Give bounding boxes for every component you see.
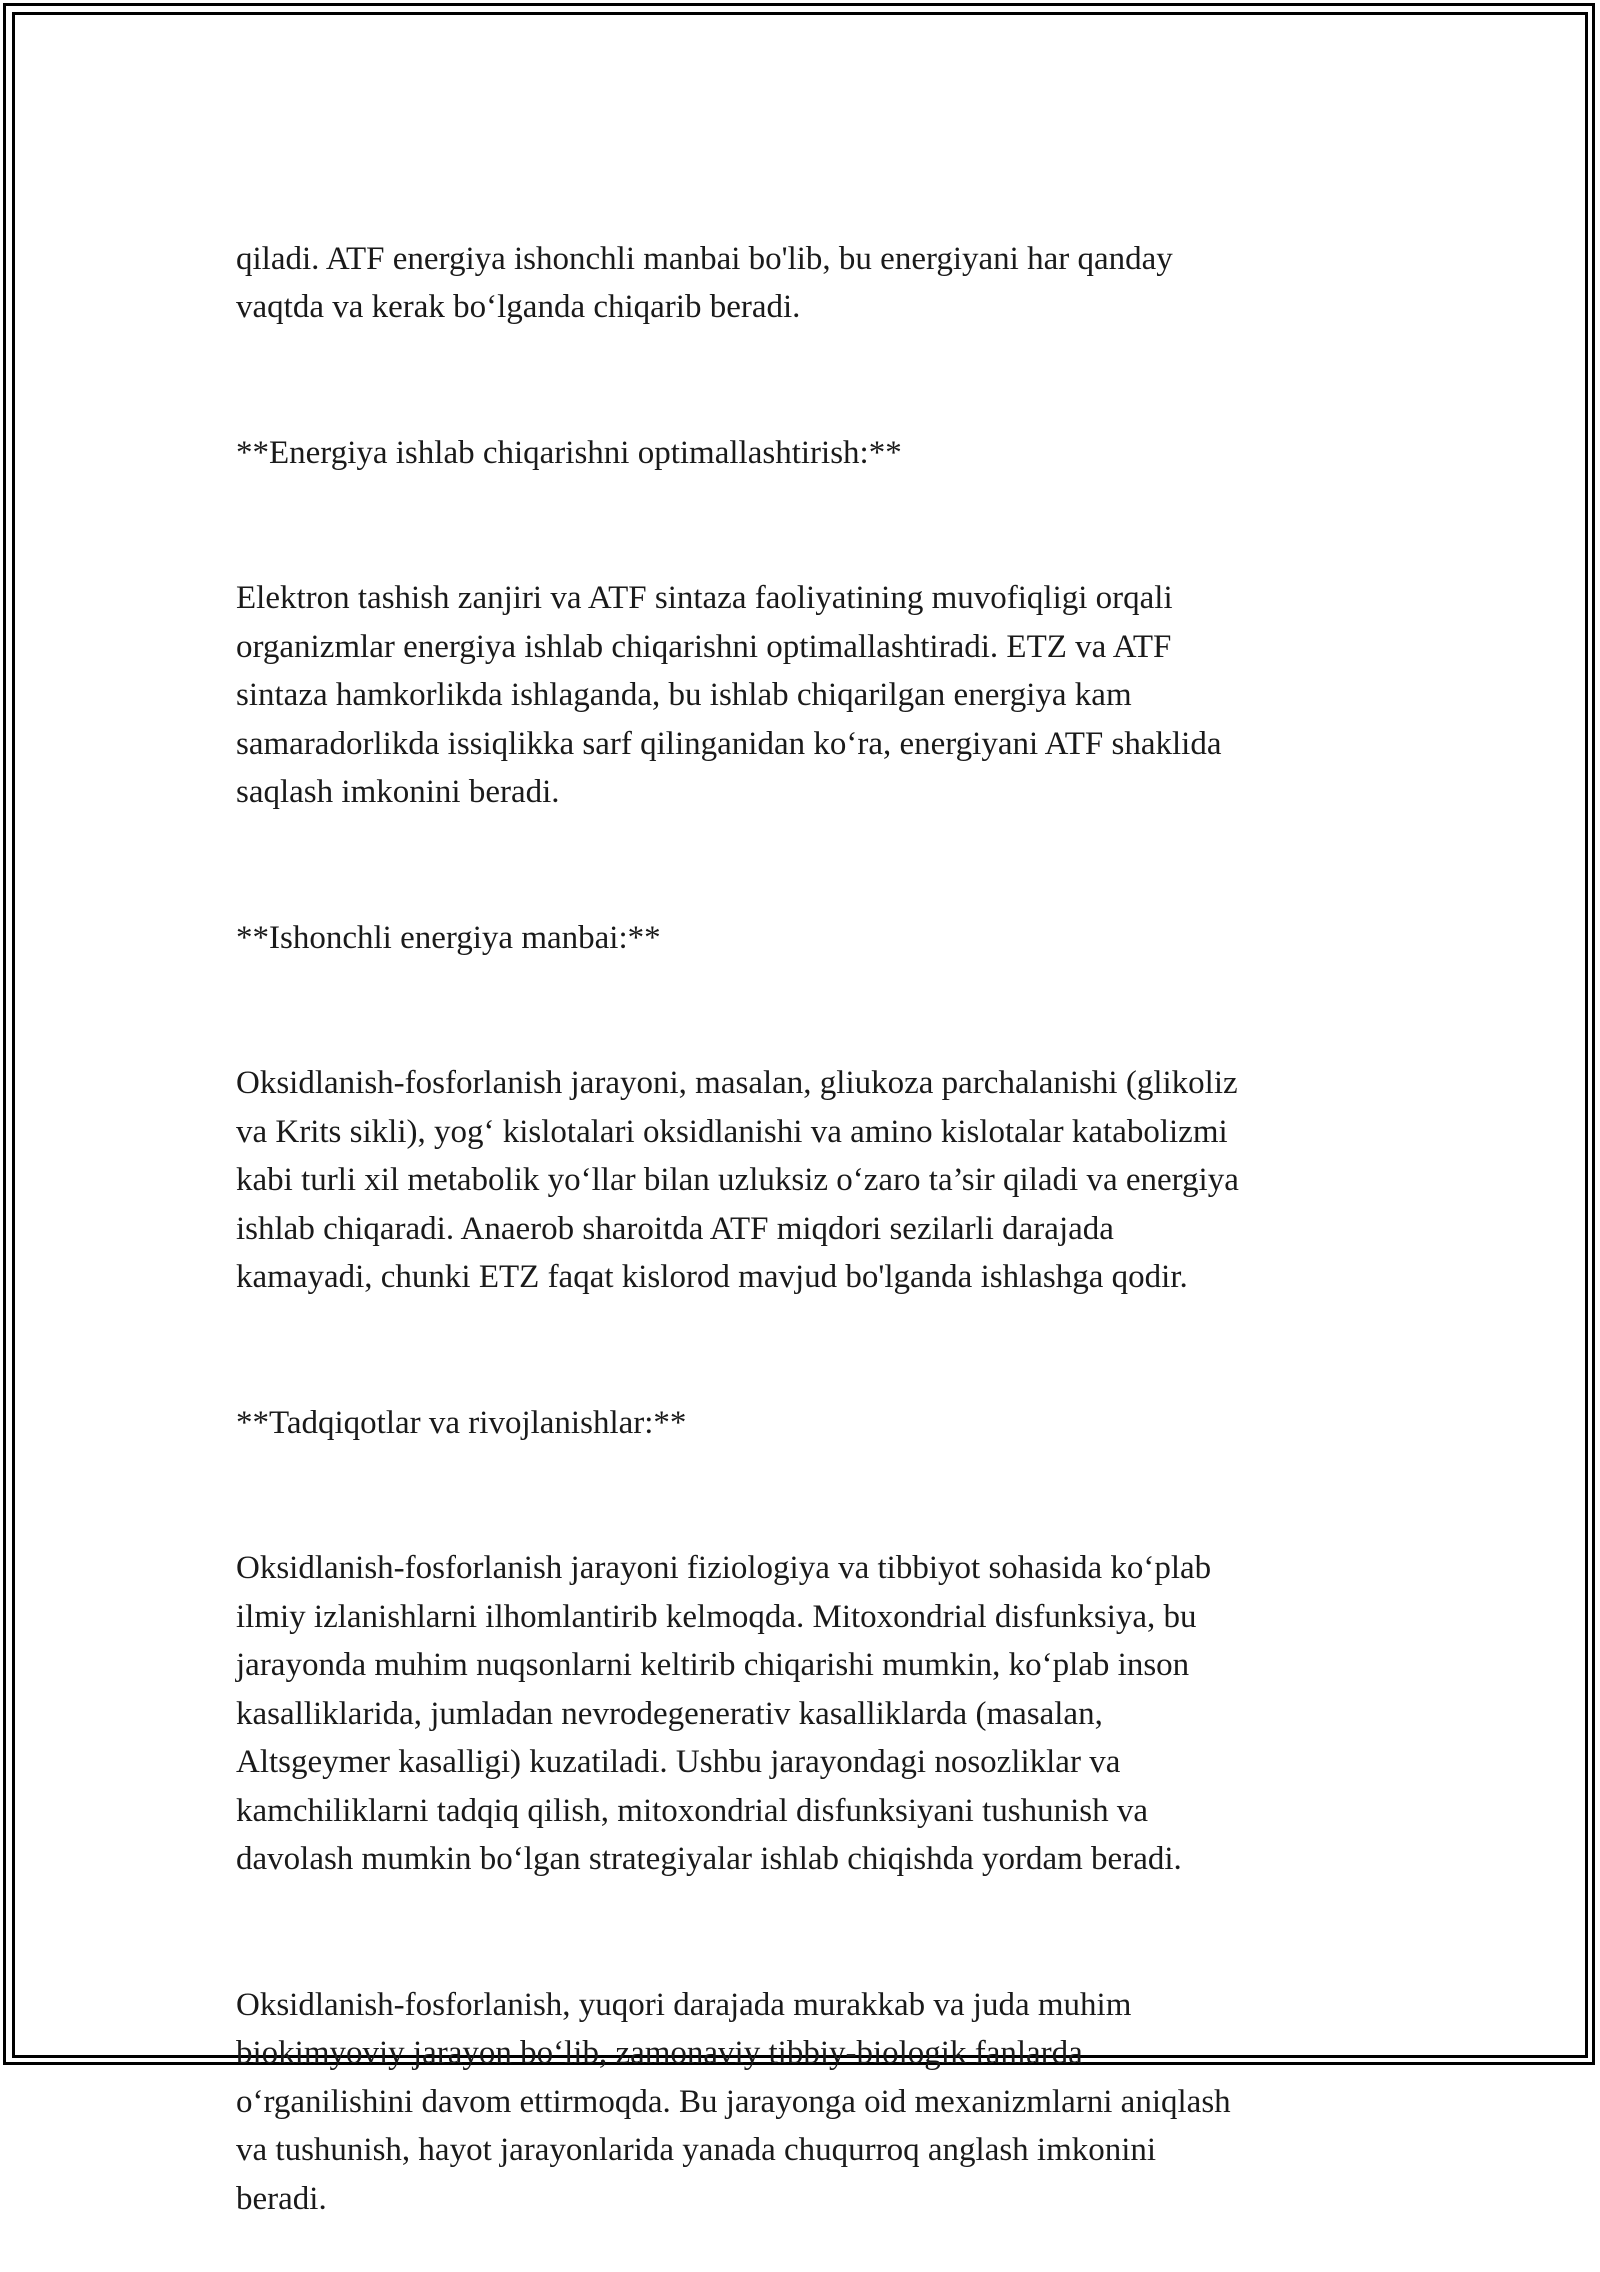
paragraph-energy-optimization: Elektron tashish zanjiri va ATF sintaza faoliyatining muvofiqligi orqali organizmlar energiya ishlab chiqarishni optimallashtiradi. ETZ va ATF sintaza hamkorlikda ishlaganda, bu ishlab chiqarilgan energiya kam samaradorlikda issiqlikka sarf qilinganidan ko‘ra, energiyani ATF shaklida saqlash imkonini beradi. [236, 580, 1222, 810]
document-body [236, 186, 1376, 2272]
paragraph-reliable-energy-source: Oksidlanish-fosforlanish jarayoni, masalan, gliukoza parchalanishi (glikoliz va Krits sikli), yog‘ kislotalari oksidlanishi va amino kislotalar katabolizmi kabi turli xil metabolik yo‘llar bilan uzluksiz o‘zaro ta’sir qiladi va energiya ishlab chiqaradi. Anaerob sharoitda ATF miqdori sezilarli darajada kamayadi, chunki ETZ faqat kislorod mavjud bo'lganda ishlashga qodir. [236, 1065, 1239, 1295]
heading-research-developments: **Tadqiqotlar va rivojlanishlar:** [236, 1404, 687, 1441]
heading-energy-optimization: **Energiya ishlab chiqarishni optimallashtirish:** [236, 434, 902, 471]
paragraph-research-developments: Oksidlanish-fosforlanish jarayoni fiziologiya va tibbiyot sohasida ko‘plab ilmiy izlanishlarni ilhomlantirib kelmoqda. Mitoxondrial disfunksiya, bu jarayonda muhim nuqsonlarni keltirib chiqarishi mumkin, ko‘plab inson kasalliklarida, jumladan nevrodegenerativ kasalliklarda (masalan, Altsgeymer kasalligi) kuzatiladi. Ushbu jarayondagi nosozliklar va kamchiliklarni tadqiq qilish, mitoxondrial disfunksiyani tushunish va davolash mumkin bo‘lgan strategiyalar ishlab chiqishda yordam beradi. [236, 1550, 1212, 1877]
heading-reliable-energy-source: **Ishonchli energiya manbai:** [236, 919, 661, 956]
paragraph-continuation: qiladi. ATF energiya ishonchli manbai bo'lib, bu energiyani har qanday vaqtda va kerak bo‘lganda chiqarib beradi. [236, 240, 1173, 325]
paragraph-conclusion: Oksidlanish-fosforlanish, yuqori darajada murakkab va juda muhim biokimyoviy jarayon bo‘lib, zamonaviy tibbiy-biologik fanlarda o‘rganilishini davom ettirmoqda. Bu jarayonga oid mexanizmlarni aniqlash va tushunish, hayot jarayonlarida yanada chuqurroq anglash imkonini beradi. [236, 1986, 1231, 2217]
